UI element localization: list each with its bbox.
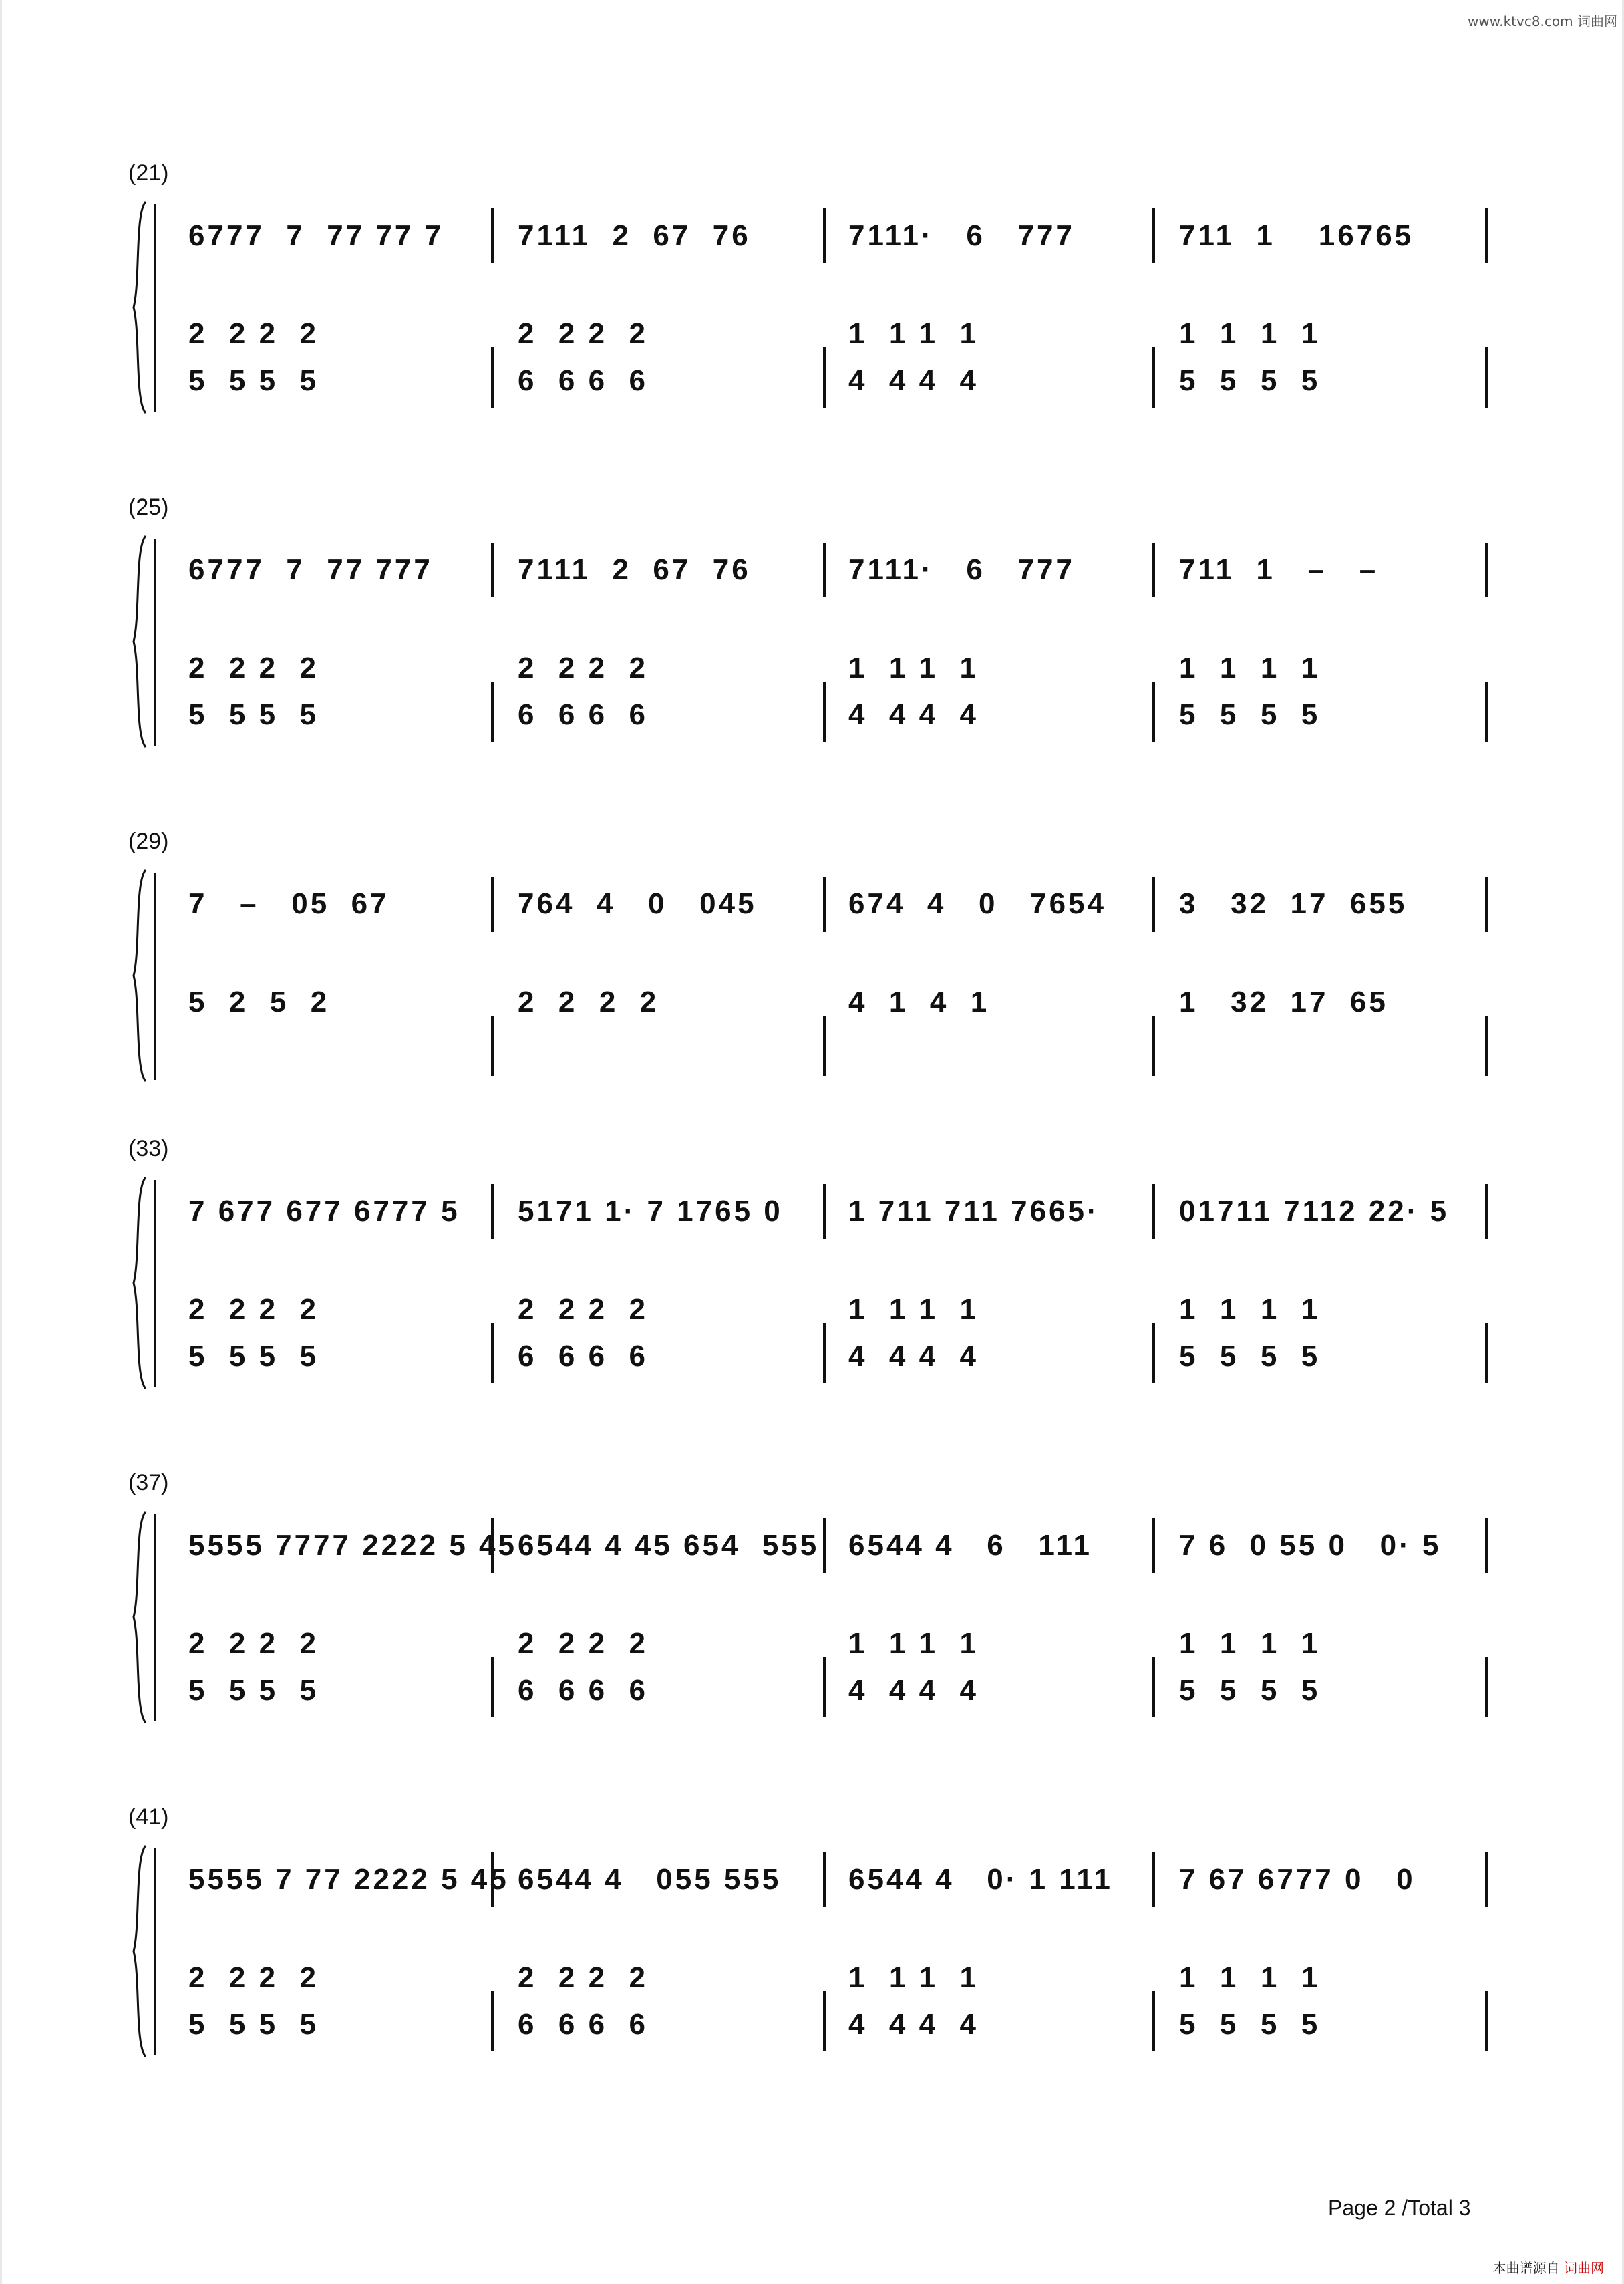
barline [154, 539, 156, 746]
measure-number: (41) [128, 1804, 169, 1830]
bass-upper-measure: 2 2 2 2 [518, 1627, 649, 1660]
bass-upper-measure: 1 1 1 1 [848, 1961, 979, 1994]
treble-measure: 7111· 6 777 [848, 553, 1075, 586]
measure-number: (37) [128, 1470, 169, 1495]
treble-measure: 6544 4 6 111 [848, 1529, 1092, 1562]
bass-upper-measure: 1 1 1 1 [1179, 1961, 1321, 1994]
barline [823, 1991, 826, 2051]
treble-measure: 7111 2 67 76 [518, 553, 751, 586]
bass-lower-measure: 6 6 6 6 [518, 1340, 649, 1373]
watermark-site: 词曲网 [1564, 2260, 1604, 2276]
bass-upper-measure: 2 2 2 2 [518, 317, 649, 350]
bass-lower-measure: 5 5 5 5 [1179, 2008, 1321, 2041]
score-system [0, 160, 1624, 428]
barline [823, 543, 826, 597]
barline [491, 208, 494, 263]
bass-lower-measure: 6 6 6 6 [518, 698, 649, 731]
barline [1152, 347, 1155, 408]
barline [1485, 1991, 1488, 2051]
bass-upper-measure: 2 2 2 2 [518, 986, 659, 1018]
treble-measure: 7111 2 67 76 [518, 219, 751, 252]
bass-upper-measure: 1 1 1 1 [848, 1293, 979, 1326]
barline [1485, 682, 1488, 742]
score-system [0, 494, 1624, 762]
barline [1152, 877, 1155, 932]
bass-upper-measure: 5 2 5 2 [188, 986, 330, 1018]
watermark-prefix: 本曲谱源自 [1492, 2260, 1560, 2276]
bass-upper-measure: 1 1 1 1 [848, 1627, 979, 1660]
barline [1485, 1016, 1488, 1076]
bass-upper-measure: 2 2 2 2 [188, 317, 319, 350]
bass-lower-measure: 6 6 6 6 [518, 1674, 649, 1707]
bass-upper-measure: 1 1 1 1 [1179, 652, 1321, 684]
bass-upper-measure: 2 2 2 2 [188, 1293, 319, 1326]
barline [491, 1657, 494, 1717]
barline [154, 204, 156, 412]
bass-lower-measure: 5 5 5 5 [188, 2008, 319, 2041]
barline [823, 1323, 826, 1383]
brace-icon [131, 1510, 148, 1724]
barline [1485, 1852, 1488, 1907]
barline [491, 1184, 494, 1239]
barline [1485, 347, 1488, 408]
score-system [0, 1804, 1624, 2072]
treble-measure: 1 711 711 7665· [848, 1195, 1100, 1228]
brace-icon [131, 1176, 148, 1390]
barline [154, 1848, 156, 2055]
barline [154, 1514, 156, 1721]
brace-icon [131, 869, 148, 1083]
bass-upper-measure: 2 2 2 2 [188, 1627, 319, 1660]
bass-lower-measure: 5 5 5 5 [1179, 698, 1321, 731]
barline [823, 208, 826, 263]
bass-upper-measure: 2 2 2 2 [188, 652, 319, 684]
bass-lower-measure: 4 4 4 4 [848, 698, 979, 731]
barline [491, 1016, 494, 1076]
barline [823, 347, 826, 408]
barline [823, 877, 826, 932]
barline [1152, 1852, 1155, 1907]
bass-upper-measure: 2 2 2 2 [188, 1961, 319, 1994]
bass-upper-measure: 1 1 1 1 [1179, 317, 1321, 350]
bass-lower-measure: 5 5 5 5 [1179, 364, 1321, 397]
treble-measure: 711 1 16765 [1179, 219, 1414, 252]
barline [491, 347, 494, 408]
treble-measure: 7 67 6777 0 0 [1179, 1863, 1416, 1896]
barline [1485, 208, 1488, 263]
barline [823, 1518, 826, 1573]
bass-lower-measure: 5 5 5 5 [188, 1674, 319, 1707]
score-system [0, 1470, 1624, 1737]
bass-upper-measure: 1 1 1 1 [848, 652, 979, 684]
treble-measure: 674 4 0 7654 [848, 887, 1107, 920]
treble-measure: 6777 7 77 77 7 [188, 219, 444, 252]
brace-icon [131, 200, 148, 414]
treble-measure: 7 6 0 55 0 0· 5 [1179, 1529, 1442, 1562]
bass-lower-measure: 6 6 6 6 [518, 2008, 649, 2041]
measure-number: (33) [128, 1136, 169, 1161]
treble-measure: 5171 1· 7 1765 0 [518, 1195, 783, 1228]
bass-upper-measure: 1 1 1 1 [1179, 1627, 1321, 1660]
treble-measure: 3 32 17 655 [1179, 887, 1408, 920]
treble-measure: 5555 7777 2222 5 45 [188, 1529, 517, 1562]
bass-upper-measure: 1 1 1 1 [848, 317, 979, 350]
treble-measure: 6544 4 0· 1 111 [848, 1863, 1113, 1896]
site-url: www.ktvc8.com 词曲网 [1467, 13, 1617, 29]
treble-measure: 6777 7 77 777 [188, 553, 433, 586]
treble-measure: 711 1 – – [1179, 553, 1379, 586]
barline [1152, 208, 1155, 263]
bass-upper-measure: 2 2 2 2 [518, 652, 649, 684]
barline [1152, 1323, 1155, 1383]
treble-measure: 6544 4 055 555 [518, 1863, 782, 1896]
page-number: Page 2 /Total 3 [1328, 2196, 1471, 2220]
barline [1152, 1016, 1155, 1076]
barline [823, 1852, 826, 1907]
barline [823, 682, 826, 742]
measure-number: (25) [128, 494, 169, 520]
barline [1485, 543, 1488, 597]
barline [1152, 543, 1155, 597]
treble-measure: 5555 7 77 2222 5 45 [188, 1863, 509, 1896]
barline [1152, 1184, 1155, 1239]
barline [1152, 1991, 1155, 2051]
measure-number: (21) [128, 160, 169, 186]
barline [1152, 1657, 1155, 1717]
bass-lower-measure: 5 5 5 5 [188, 698, 319, 731]
barline [154, 873, 156, 1080]
treble-measure: 7111· 6 777 [848, 219, 1075, 252]
measure-number: (29) [128, 829, 169, 854]
treble-measure: 6544 4 45 654 555 [518, 1529, 820, 1562]
brace-icon [131, 535, 148, 748]
bass-upper-measure: 4 1 4 1 [848, 986, 990, 1018]
barline [491, 543, 494, 597]
barline [154, 1180, 156, 1387]
bass-lower-measure: 5 5 5 5 [1179, 1674, 1321, 1707]
watermark [1493, 2257, 1604, 2277]
bass-upper-measure: 2 2 2 2 [518, 1293, 649, 1326]
treble-measure: 7 677 677 6777 5 [188, 1195, 460, 1228]
bass-lower-measure: 4 4 4 4 [848, 1674, 979, 1707]
barline [823, 1184, 826, 1239]
barline [1485, 1323, 1488, 1383]
barline [491, 1991, 494, 2051]
barline [491, 682, 494, 742]
barline [1485, 1518, 1488, 1573]
barline [1152, 1518, 1155, 1573]
bass-lower-measure: 4 4 4 4 [848, 2008, 979, 2041]
barline [823, 1657, 826, 1717]
treble-measure: 7 – 05 67 [188, 887, 389, 920]
barline [823, 1016, 826, 1076]
barline [491, 877, 494, 932]
bass-lower-measure: 5 5 5 5 [188, 1340, 319, 1373]
barline [1485, 1184, 1488, 1239]
barline [491, 1323, 494, 1383]
score-system [0, 829, 1624, 1096]
bass-lower-measure: 4 4 4 4 [848, 364, 979, 397]
bass-lower-measure: 6 6 6 6 [518, 364, 649, 397]
treble-measure: 01711 7112 22· 5 [1179, 1195, 1450, 1228]
bass-lower-measure: 5 5 5 5 [1179, 1340, 1321, 1373]
bass-upper-measure: 1 1 1 1 [1179, 1293, 1321, 1326]
barline [1485, 877, 1488, 932]
barline [1485, 1657, 1488, 1717]
bass-lower-measure: 5 5 5 5 [188, 364, 319, 397]
bass-upper-measure: 2 2 2 2 [518, 1961, 649, 1994]
bass-lower-measure: 4 4 4 4 [848, 1340, 979, 1373]
score-system [0, 1136, 1624, 1403]
brace-icon [131, 1844, 148, 2058]
barline [1152, 682, 1155, 742]
bass-upper-measure: 1 32 17 65 [1179, 986, 1388, 1018]
treble-measure: 764 4 0 045 [518, 887, 757, 920]
